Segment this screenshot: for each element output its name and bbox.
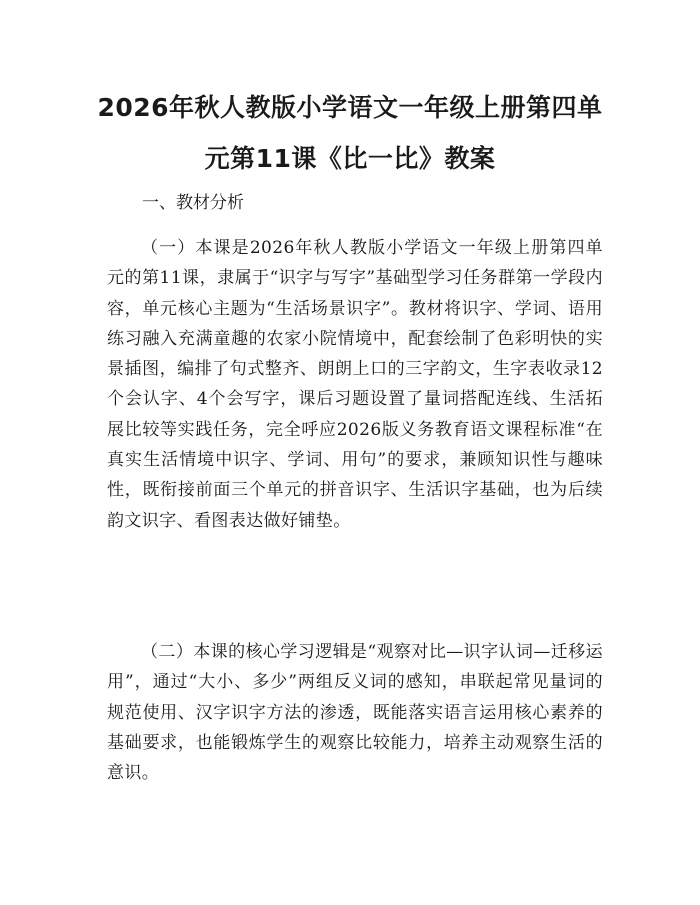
title-line-2: 元第11课《比一比》教案: [204, 144, 496, 173]
paragraph-2: （二）本课的核心学习逻辑是“观察对比—识字认词—迁移运用”，通过“大小、多少”两组反义词的感知，串联起常见量词的规范使用、汉字识字方法的渗透，既能落实语言运用核心素养的基础要求，也能锻炼学生的观察比较能力，培养主动观察生活的意识。: [107, 642, 603, 784]
title-line-1: 2026年秋人教版小学语文一年级上册第四单: [97, 93, 603, 122]
section-heading: 一、教材分析: [142, 193, 244, 213]
document-title: [80, 82, 620, 184]
paragraph-1: （一）本课是2026年秋人教版小学语文一年级上册第四单元的第11课，隶属于“识字与写字”基础型学习任务群第一学段内容，单元核心主题为“生活场景识字”。教材将识字、学词、语用练习融入充满童趣的农家小院情境中，配套绘制了色彩明快的实景插图，编排了句式整齐、朗朗上口的三字韵文，生字表收录12个会认字、4个会写字，课后习题设置了量词搭配连线、生活拓展比较等实践任务，完全呼应2026版义务教育语文课程标准“在真实生活情境中识字、学词、用句”的要求，兼顾知识性与趣味性，既衔接前面三个单元的拼音识字、生活识字基础，也为后续韵文识字、看图表达做好铺垫。: [107, 238, 603, 531]
